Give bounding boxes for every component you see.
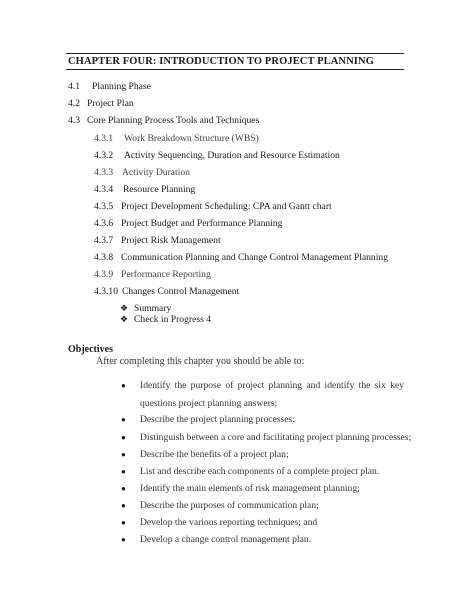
objective-item: Describe the benefits of a project plan;	[140, 449, 289, 460]
objective-item: Develop a change control management plan.	[140, 534, 312, 545]
toc-extra-item	[120, 313, 211, 326]
chapter-title: CHAPTER FOUR: INTRODUCTION TO PROJECT PLANNING	[68, 56, 374, 67]
toc-section-label: Core Planning Process Tools and Techniques	[87, 115, 260, 126]
toc-subsection-label: Work Breakdown Structure (WBS)	[124, 133, 259, 144]
toc-subsection	[94, 286, 239, 298]
bullet-dot-icon: ●	[121, 484, 126, 493]
toc-section-number: 4.1	[68, 81, 80, 92]
objectives-intro: After completing this chapter you should be able to:	[96, 356, 305, 367]
objective-item: Describe the purposes of communication plan;	[140, 500, 319, 511]
toc-subsection-label: Changes Control Management	[122, 286, 240, 297]
toc-subsection-number: 4.3.5	[94, 201, 114, 212]
objective-item: Identify the main elements of risk management planning;	[140, 483, 360, 494]
objective-item-continuation: questions project planning answers;	[140, 398, 278, 409]
toc-subsection	[94, 201, 332, 213]
toc-subsection-label: Communication Planning and Change Control Management Planning	[121, 252, 388, 263]
bullet-dot-icon: ●	[121, 433, 126, 442]
toc-section-label: Project Plan	[87, 98, 134, 109]
toc-subsection-number: 4.3.6	[94, 218, 114, 229]
toc-subsection	[94, 184, 195, 196]
objective-item: Distinguish between a core and facilitating project planning processes;	[140, 432, 412, 443]
bullet-dot-icon: ●	[121, 501, 126, 510]
toc-subsection-label: Project Budget and Performance Planning	[121, 218, 283, 229]
toc-subsection	[94, 269, 211, 281]
toc-subsection	[94, 252, 388, 264]
toc-subsection-number: 4.3.2	[94, 150, 114, 161]
toc-subsection-label: Activity Sequencing, Duration and Resource Estimation	[124, 150, 340, 161]
objectives-heading: Objectives	[68, 344, 113, 355]
objective-item-line: Identify the purpose of project planning and identify the six key	[140, 380, 404, 391]
toc-section	[68, 115, 259, 127]
title-underline	[66, 69, 404, 70]
diamond-bullet-icon: ❖	[120, 303, 129, 313]
objective-item: List and describe each components of a complete project plan.	[140, 466, 380, 477]
bullet-dot-icon: ●	[121, 467, 126, 476]
bullet-dot-icon: ●	[121, 450, 126, 459]
bullet-dot-icon: ●	[121, 518, 126, 527]
toc-subsection	[94, 218, 282, 230]
toc-subsection-number: 4.3.4	[94, 184, 114, 195]
toc-section	[68, 98, 134, 110]
toc-subsection-number: 4.3.9	[94, 269, 114, 280]
objective-item: Develop the various reporting techniques; and	[140, 517, 318, 528]
toc-section-number: 4.3	[68, 115, 80, 126]
toc-subsection-label: Project Development Scheduling: CPA and Gantt chart	[121, 201, 332, 212]
toc-subsection-number: 4.3.1	[94, 133, 114, 144]
toc-subsection-number: 4.3.8	[94, 252, 114, 263]
objective-item: Describe the project planning processes;	[140, 414, 296, 425]
toc-subsection	[94, 150, 340, 162]
top-rule	[66, 53, 404, 54]
toc-section-label: Planning Phase	[92, 81, 151, 92]
toc-subsection	[94, 133, 259, 145]
toc-subsection-label: Resource Planning	[123, 184, 196, 195]
toc-subsection	[94, 167, 190, 179]
toc-section-number: 4.2	[68, 98, 80, 109]
toc-subsection-number: 4.3.7	[94, 235, 114, 246]
toc-subsection-number: 4.3.3	[94, 167, 114, 178]
toc-subsection-number: 4.3.10	[94, 286, 118, 297]
toc-subsection-label: Performance Reporting	[121, 269, 211, 280]
toc-extra-label: Summary	[134, 303, 172, 314]
bullet-dot-icon: ●	[121, 415, 126, 424]
bullet-dot-icon: ●	[121, 381, 126, 390]
toc-subsection	[94, 235, 221, 247]
toc-subsection-label: Project Risk Management	[121, 235, 221, 246]
toc-section	[68, 81, 151, 93]
toc-extra-label: Check in Progress 4	[134, 314, 212, 325]
diamond-bullet-icon: ❖	[120, 314, 129, 324]
bullet-dot-icon: ●	[121, 535, 126, 544]
toc-subsection-label: Activity Duration	[122, 167, 190, 178]
